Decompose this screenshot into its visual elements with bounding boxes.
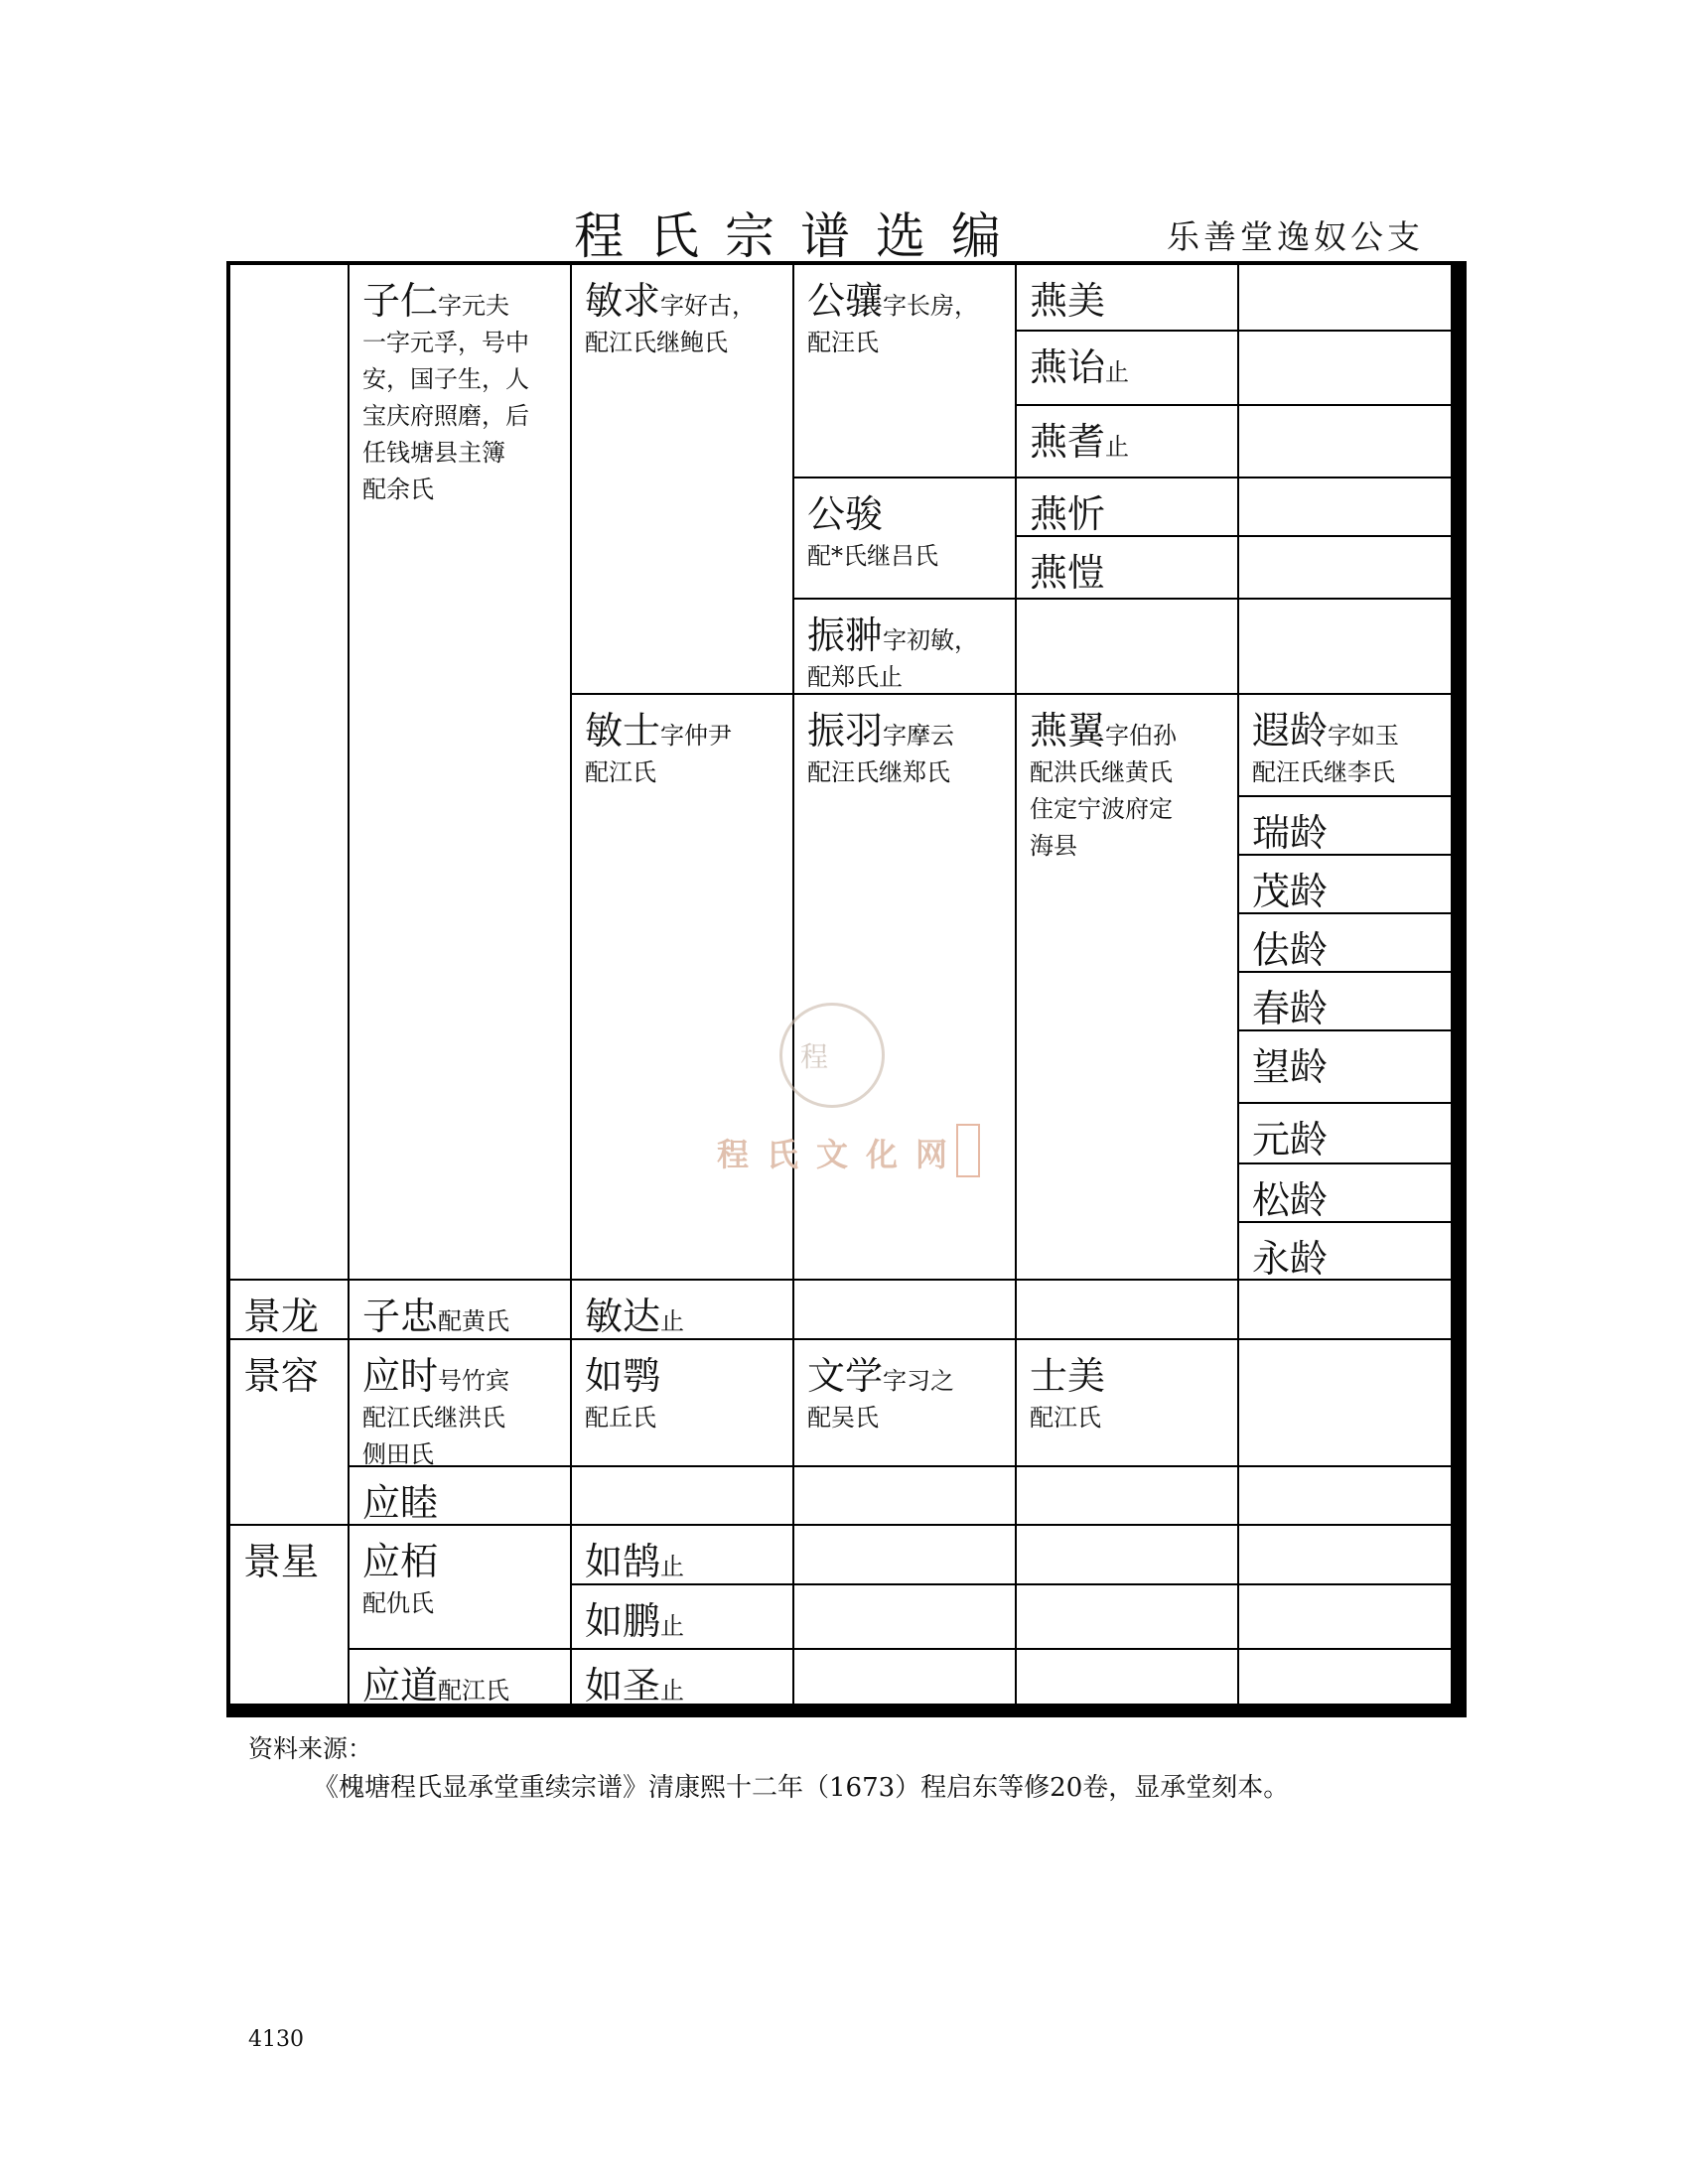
ling-cell: 永龄 (1239, 1223, 1452, 1281)
empty-c4-a (1017, 600, 1239, 695)
minqiu-cell: 敏求字好古， 配江氏继鲍氏 (572, 265, 794, 695)
yanxin-cell: 燕忻 (1017, 478, 1239, 537)
ling-cell: 元龄 (1239, 1104, 1452, 1164)
watermark-seal: 程 (779, 1003, 885, 1108)
empty-c5-b5 (1239, 1650, 1452, 1706)
empty-c5-b1 (1239, 1340, 1452, 1467)
empty-c5-0 (1239, 265, 1452, 332)
ling-cell: 松龄 (1239, 1164, 1452, 1223)
yingbo-cell: 应栢 配仇氏 (350, 1526, 572, 1650)
empty-c4-0 (1017, 1467, 1239, 1526)
ling-cell: 春龄 (1239, 973, 1452, 1031)
jingxing-cell: 景星 (230, 1526, 350, 1706)
empty-c5-b2 (1239, 1467, 1452, 1526)
col0-top (230, 265, 350, 1281)
empty-c5-b4 (1239, 1585, 1452, 1650)
gongjun-cell: 公骏 配*氏继吕氏 (794, 478, 1017, 600)
empty-c4-3 (1017, 1650, 1239, 1706)
xialing-cell: 遐龄字如玉 配汪氏继李氏 (1239, 695, 1452, 797)
jingrong-cell: 景容 (230, 1340, 350, 1526)
yingdao-cell: 应道配江氏 (350, 1650, 572, 1706)
yingshi-cell: 应时号竹宾 配江氏继洪氏 侧田氏 (350, 1340, 572, 1467)
rupeng-cell: 如鹏止 (572, 1585, 794, 1650)
source-text: 《槐塘程氏显承堂重续宗谱》清康熙十二年（1673）程启东等修20卷，显承堂刻本。 (313, 1773, 1290, 1803)
yingmu-cell: 应睦 (350, 1467, 572, 1526)
ling-cell: 瑞龄 (1239, 797, 1452, 856)
page-title: 程氏宗谱选编 (574, 207, 1027, 265)
minshi-cell: 敏士字仲尹 配江氏 (572, 695, 794, 1281)
empty-c5-b0 (1239, 1281, 1452, 1340)
zizhong-cell: 子忠配黄氏 (350, 1281, 572, 1340)
empty-c2-r1 (572, 1467, 794, 1526)
branch-title: 乐善堂逸奴公支 (1167, 217, 1424, 256)
ling-cell: 佉龄 (1239, 914, 1452, 973)
empty-c5-1 (1239, 332, 1452, 406)
empty-c5-2 (1239, 406, 1452, 478)
watermark-text: 程氏文化网 (717, 1136, 966, 1173)
ling-cell: 望龄 (1239, 1031, 1452, 1104)
empty-c3-2 (794, 1585, 1017, 1650)
wenxue-cell: 文学字习之 配吴氏 (794, 1340, 1017, 1467)
yanqi-cell: 燕耆止 (1017, 406, 1239, 478)
empty-c4-1 (1017, 1526, 1239, 1585)
empty-c3-1 (794, 1526, 1017, 1585)
empty-c5-3 (1239, 478, 1452, 537)
source-label: 资料来源： (248, 1734, 373, 1763)
empty-c5-b3 (1239, 1526, 1452, 1585)
page-number: 4130 (248, 2027, 304, 2052)
ziren-cell: 子仁字元夫 一字元孚，号中 安，国子生，人 宝庆府照磨，后 任钱塘县主簿 配余氏 (350, 265, 572, 1281)
ruyi-cell: 如鹗 配丘氏 (572, 1340, 794, 1467)
empty-c4-b (1017, 1281, 1239, 1340)
ruhu-cell: 如鹄止 (572, 1526, 794, 1585)
zhenliu-cell: 振翀字初敏， 配郑氏止 (794, 600, 1017, 695)
yanmei-cell: 燕美 (1017, 265, 1239, 332)
yanyi2-cell: 燕翼字伯孙 配洪氏继黄氏 住定宁波府定 海县 (1017, 695, 1239, 1281)
minda-cell: 敏达止 (572, 1281, 794, 1340)
shimei-cell: 士美 配江氏 (1017, 1340, 1239, 1467)
yanyi-cell: 燕诒止 (1017, 332, 1239, 406)
rusheng-cell: 如圣止 (572, 1650, 794, 1706)
yankai-cell: 燕愷 (1017, 537, 1239, 600)
ling-cell: 茂龄 (1239, 856, 1452, 914)
empty-c3-0 (794, 1467, 1017, 1526)
empty-c3-a (794, 1281, 1017, 1340)
watermark-stamp (956, 1124, 980, 1177)
empty-c3-3 (794, 1650, 1017, 1706)
jinglong-cell: 景龙 (230, 1281, 350, 1340)
gongxiang-cell: 公骧字长房， 配汪氏 (794, 265, 1017, 478)
empty-c4-2 (1017, 1585, 1239, 1650)
empty-c5-5 (1239, 600, 1452, 695)
zhenyu-cell: 振羽字摩云 配汪氏继郑氏 (794, 695, 1017, 1281)
empty-c5-4 (1239, 537, 1452, 600)
